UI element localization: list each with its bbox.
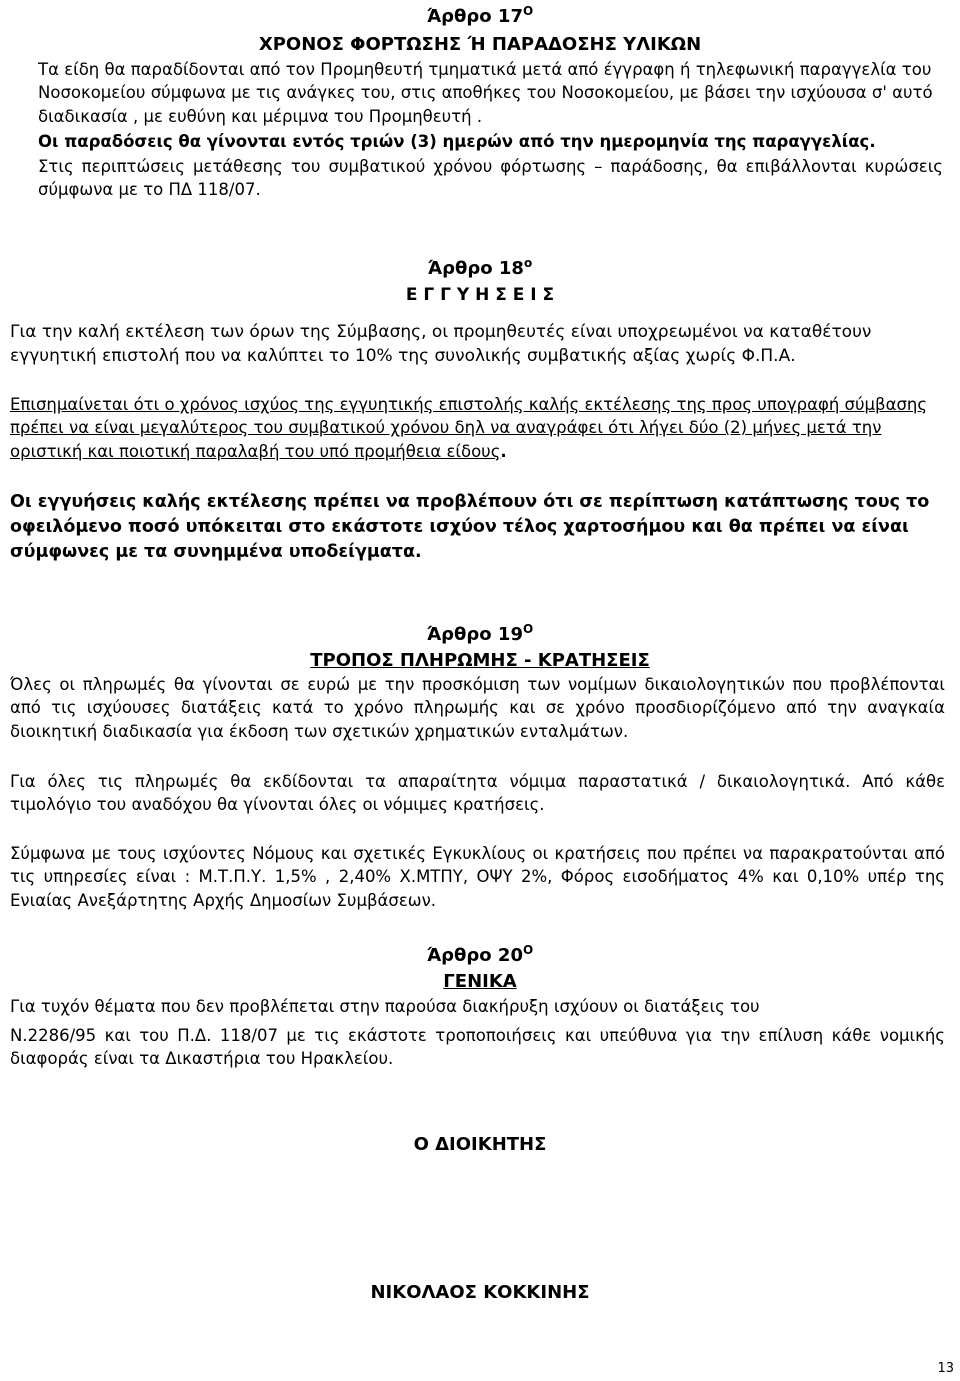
article-19-paragraph-3: Σύμφωνα με τους ισχύοντες Νόμους και σχετικές Εγκυκλίους οι κρατήσεις που πρέπει να παρακρατούνται από τις υπηρεσίες είναι : Μ.Τ.Π.Υ. 1,5% , 2,40% Χ.ΜΤΠΥ, ΟΨΥ 2%, Φόρος εισοδήματος 4% και 0,10% υπέρ της Ενιαίας Ανεξάρτητης Αρχής Δημοσίων Συμβάσεων. bbox=[10, 844, 945, 910]
article-17-heading-sup: Ο bbox=[522, 4, 534, 18]
article-20-heading-sup: Ο bbox=[522, 943, 534, 957]
article-19-heading-text: Άρθρο 19 bbox=[426, 624, 523, 645]
article-18-heading bbox=[0, 256, 960, 282]
article-18-heading-sup: ο bbox=[523, 256, 533, 270]
article-20-paragraph-1: Για τυχόν θέματα που δεν προβλέπεται στην παρούσα διακήρυξη ισχύουν οι διατάξεις του bbox=[10, 997, 760, 1016]
article-18-paragraph-1: Για την καλή εκτέλεση των όρων της Σύμβασης, οι προμηθευτές είναι υποχρεωμένοι να καταθέτουν εγγυητική επιστολή που να καλύπτει το 10% της συνολικής συμβατικής αξίας χωρίς Φ.Π.Α. bbox=[10, 322, 872, 367]
article-18-title: Ε Γ Γ Υ Η Σ Ε Ι Σ bbox=[405, 285, 555, 305]
article-20-heading bbox=[0, 943, 960, 969]
article-17-paragraph-1: Τα είδη θα παραδίδονται από τον Προμηθευτή τμηματικά μετά από έγγραφη ή τηλεφωνική παραγγελία του Νοσοκομείου σύμφωνα με τις ανάγκες του, στις αποθήκες του Νοσοκομείου, με βάσει την ισχύουσα σ' αυτό διαδικασία , με ευθύνη και μέριμνα του Προμηθευτή . bbox=[38, 60, 933, 126]
article-17-title: ΧΡΟΝΟΣ ΦΟΡΤΩΣΗΣ Ή ΠΑΡΑΔΟΣΗΣ ΥΛΙΚΩΝ bbox=[258, 34, 702, 55]
article-18-paragraph-2-text: Επισημαίνεται ότι ο χρόνος ισχύος της εγγυητικής επιστολής καλής εκτέλεσης της προς υπογραφή σύμβασης πρέπει να είναι μεγαλύτερος του συμβατικού χρόνου δηλ να αναγράφει ότι λήγει δύο (2) μήνες μετά την οριστική και ποιοτική παραλαβή του υπό προμήθεια είδους bbox=[10, 395, 928, 461]
article-19-paragraph-2: Για όλες τις πληρωμές θα εκδίδονται τα απαραίτητα νόμιμα παραστατικά / δικαιολογητικά. Από κάθε τιμολόγιο του αναδόχου θα γίνονται όλες οι νόμιμες κρατήσεις. bbox=[10, 772, 945, 815]
article-20-title: ΓΕΝΙΚΑ bbox=[443, 971, 517, 992]
article-17-heading bbox=[0, 4, 960, 30]
article-19-title: ΤΡΟΠΟΣ ΠΛΗΡΩΜΗΣ - ΚΡΑΤΗΣΕΙΣ bbox=[310, 650, 650, 671]
article-19-heading bbox=[0, 622, 960, 648]
article-18-paragraph-3: Οι εγγυήσεις καλής εκτέλεσης πρέπει να προβλέπουν ότι σε περίπτωση κατάπτωσης τους το οφειλόμενο ποσό υπόκειται στο εκάστοτε ισχύον τέλος χαρτοσήμου και θα πρέπει να είναι σύμφωνες με τα συνημμένα υποδείγματα. bbox=[10, 492, 930, 562]
signature-name: ΝΙΚΟΛΑΟΣ ΚΟΚΚΙΝΗΣ bbox=[370, 1282, 590, 1303]
article-18-paragraph-2-end: . bbox=[500, 441, 507, 461]
article-19-paragraph-1: Όλες οι πληρωμές θα γίνονται σε ευρώ με την προσκόμιση των νομίμων δικαιολογητικών που προβλέπονται από τις ισχύουσες διατάξεις κατά το χρόνο πληρωμής και σε χρόνο προσδιορίζόμενο από την αναγκαία διοικητική διαδικασία για έκδοση των σχετικών χρηματικών ενταλμάτων. bbox=[10, 675, 945, 741]
article-17-paragraph-2: Οι παραδόσεις θα γίνονται εντός τριών (3) ημερών από την ημερομηνία της παραγγελίας. bbox=[38, 132, 876, 151]
signature-role: Ο ΔΙΟΙΚΗΤΗΣ bbox=[413, 1134, 547, 1155]
article-20-heading-text: Άρθρο 20 bbox=[426, 945, 523, 966]
page-number: 13 bbox=[937, 1361, 954, 1376]
article-17-paragraph-3: Στις περιπτώσεις μετάθεσης του συμβατικού χρόνου φόρτωσης – παράδοσης, θα επιβάλλονται κυρώσεις σύμφωνα με το ΠΔ 118/07. bbox=[38, 157, 943, 200]
article-18-heading-text: Άρθρο 18 bbox=[427, 258, 524, 279]
article-19-heading-sup: Ο bbox=[522, 622, 534, 636]
article-17-heading-text: Άρθρο 17 bbox=[426, 6, 523, 27]
article-20-paragraph-2: Ν.2286/95 και του Π.Δ. 118/07 με τις εκάστοτε τροποποιήσεις και υπεύθυνα για την επίλυση κάθε νομικής διαφοράς είναι τα Δικαστήρια του Ηρακλείου. bbox=[10, 1026, 945, 1069]
article-18-paragraph-2 bbox=[10, 393, 935, 463]
